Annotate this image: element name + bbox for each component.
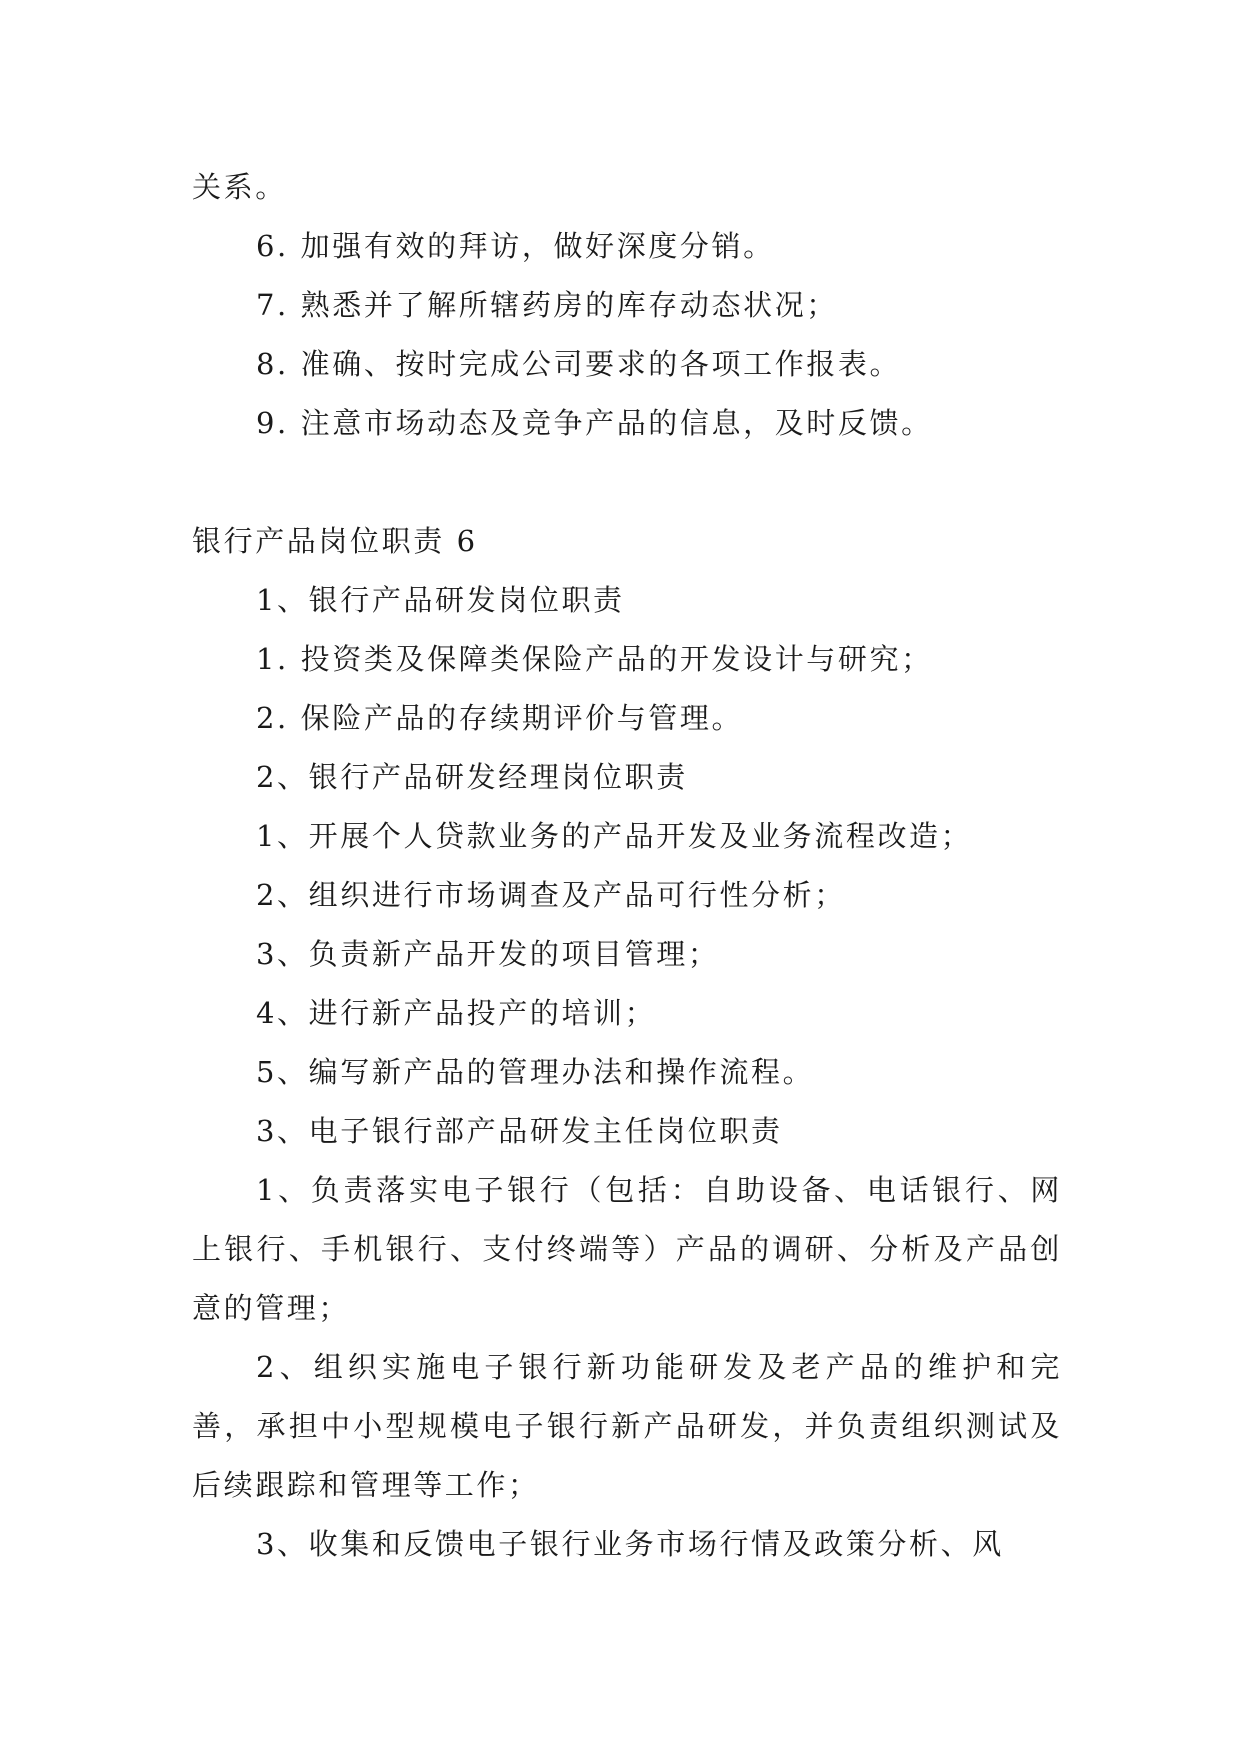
paragraph: 3、收集和反馈电子银行业务市场行情及政策分析、风 xyxy=(256,1527,1004,1561)
subsection-heading: 2、银行产品研发经理岗位职责 xyxy=(256,760,688,794)
continuation-text: 关系。 xyxy=(192,170,287,204)
section-title: 银行产品岗位职责 6 xyxy=(192,524,478,558)
list-item: 6. 加强有效的拜访，做好深度分销。 xyxy=(256,229,775,263)
list-item: 2. 保险产品的存续期评价与管理。 xyxy=(256,701,744,735)
list-item: 9. 注意市场动态及竞争产品的信息，及时反馈。 xyxy=(256,406,933,440)
list-item: 4、进行新产品投产的培训； xyxy=(256,996,657,1030)
list-item: 2、组织进行市场调查及产品可行性分析； xyxy=(256,878,846,912)
list-item: 1. 投资类及保障类保险产品的开发设计与研究； xyxy=(256,642,933,676)
list-item: 1、开展个人贷款业务的产品开发及业务流程改造； xyxy=(256,819,973,853)
paragraph: 2、组织实施电子银行新功能研发及老产品的维护和完善，承担中小型规模电子银行新产品研发，并负责组织测试及后续跟踪和管理等工作； xyxy=(192,1350,1062,1502)
list-item: 8. 准确、按时完成公司要求的各项工作报表。 xyxy=(256,347,902,381)
document-body xyxy=(192,158,1062,1574)
section-spacer xyxy=(192,453,1062,512)
subsection-heading: 1、银行产品研发岗位职责 xyxy=(256,583,625,617)
subsection-heading: 3、电子银行部产品研发主任岗位职责 xyxy=(256,1114,783,1148)
list-item: 5、编写新产品的管理办法和操作流程。 xyxy=(256,1055,815,1089)
paragraph: 1、负责落实电子银行（包括：自助设备、电话银行、网上银行、手机银行、支付终端等）产品的调研、分析及产品创意的管理； xyxy=(192,1173,1062,1325)
list-item: 7. 熟悉并了解所辖药房的库存动态状况； xyxy=(256,288,838,322)
list-item: 3、负责新产品开发的项目管理； xyxy=(256,937,720,971)
